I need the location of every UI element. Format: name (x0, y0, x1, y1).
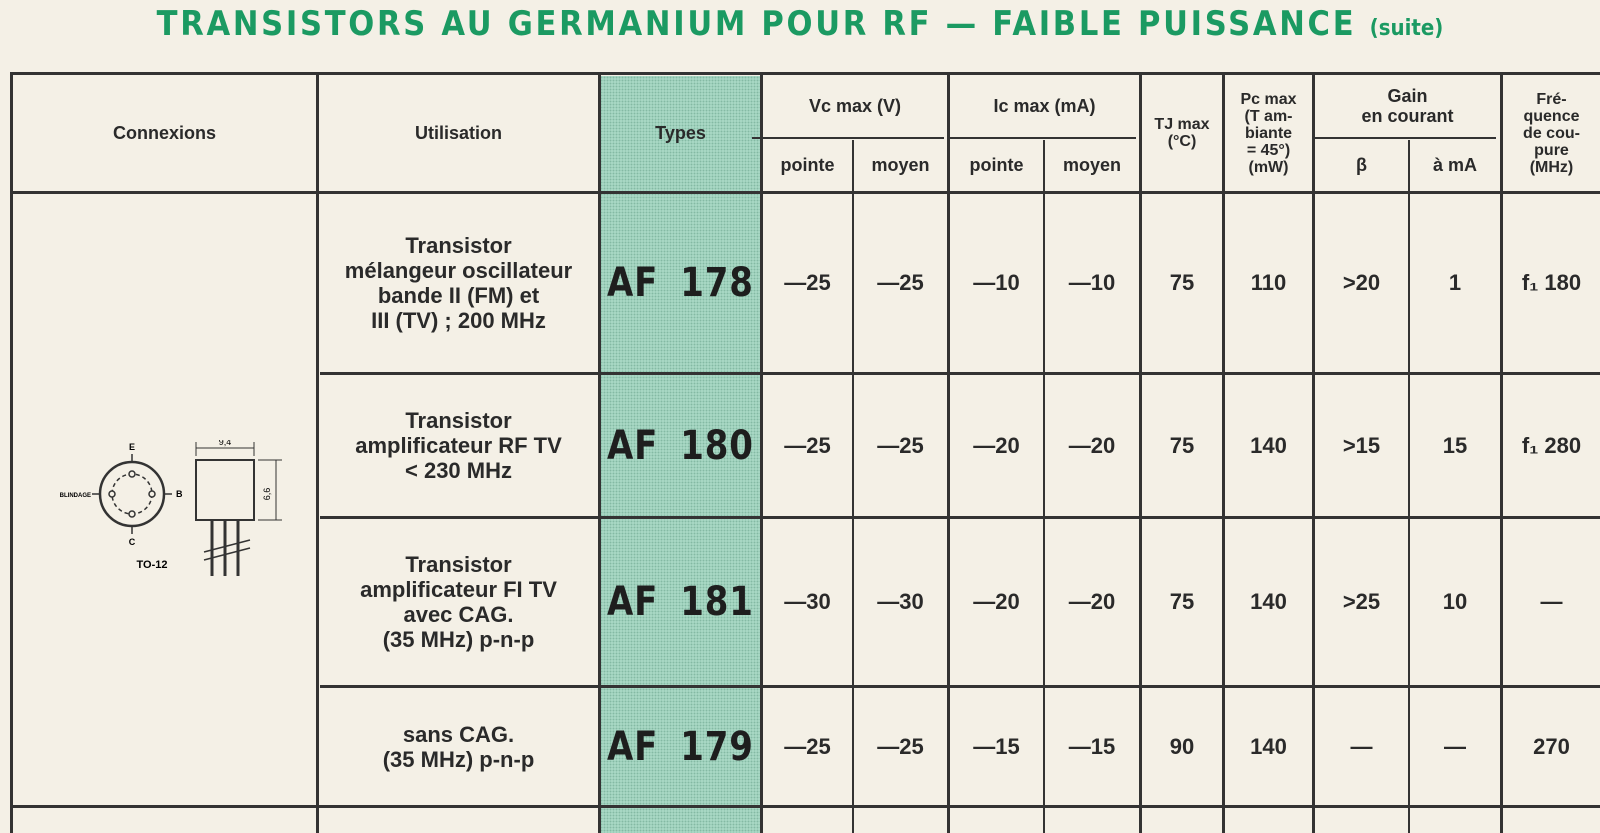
row2-type-num: 180 (680, 422, 754, 469)
row4-type (601, 688, 760, 805)
header-vc-pointe: pointe (780, 155, 835, 175)
row4-type-prefix: AF (607, 723, 659, 770)
row1-util-l1: Transistor (405, 233, 512, 258)
header-freq-l3: de cou- (1523, 124, 1580, 142)
row2-ma: 15 (1442, 432, 1468, 458)
header-tj-unit: (°C) (1167, 133, 1197, 150)
row1-type-num: 178 (680, 260, 754, 306)
row3-freq: — (1540, 589, 1563, 614)
row2-util-l3: < 230 MHz (405, 458, 512, 483)
pin-b (149, 491, 155, 497)
row1-ic-moyen: —10 (1068, 270, 1116, 295)
row4-ma: — (1444, 733, 1466, 759)
header-connexions: Connexions (112, 122, 216, 143)
row3-vc-pointe: —30 (784, 589, 831, 614)
row4-utilisation (319, 688, 598, 805)
row3-ic-moyen: —20 (1068, 589, 1116, 614)
row3-util-l1: Transistor (405, 552, 512, 577)
header-ic: Ic max (mA) (993, 95, 1096, 116)
row3-tj: 75 (1169, 589, 1195, 614)
row2-tj: 75 (1169, 432, 1195, 458)
header-types: Types (655, 122, 706, 143)
header-frequence (1503, 75, 1600, 191)
header-pc-l2: (T am- (1244, 107, 1293, 125)
row3-type (601, 519, 760, 685)
header-freq-l4: pure (1534, 141, 1569, 159)
header-pc-l1: Pc max (1240, 90, 1297, 108)
header-tj (1142, 75, 1222, 191)
label-e: E (128, 442, 136, 452)
row4-vc-pointe: —25 (784, 733, 831, 759)
row4-ic-moyen: —15 (1068, 733, 1116, 759)
pin-e (129, 471, 135, 477)
header-freq-l2: quence (1523, 107, 1580, 125)
row2-ic-pointe: —20 (973, 432, 1020, 458)
header-gain-l2: en courant (1361, 106, 1454, 126)
row1-ic-pointe: —10 (973, 270, 1020, 295)
dim-width: 9,4 (218, 440, 232, 447)
row3-beta: >25 (1342, 589, 1381, 614)
header-beta: β (1356, 155, 1367, 175)
row2-beta: >15 (1342, 432, 1381, 458)
package-body (196, 460, 254, 520)
to12-connection-diagram (44, 440, 294, 600)
row4-tj: 90 (1169, 733, 1195, 759)
row1-util-l2: mélangeur oscillateur (344, 258, 573, 283)
row3-utilisation (319, 519, 598, 685)
row1-beta: >20 (1342, 270, 1381, 295)
row1-pc: 110 (1250, 270, 1287, 295)
header-tj-label: TJ max (1154, 116, 1210, 133)
row3-vc-moyen: —30 (877, 589, 924, 614)
header-freq-l5: (MHz) (1529, 158, 1574, 176)
page-title (80, 4, 1520, 44)
row4-util-l1: sans CAG. (402, 721, 515, 747)
pin-shield (109, 491, 115, 497)
row3-util-l3: avec CAG. (403, 602, 514, 627)
row2-vc-pointe: —25 (784, 432, 831, 458)
row4-pc: 140 (1250, 733, 1287, 759)
row2-ic-moyen: —20 (1068, 432, 1116, 458)
row4-type-num: 179 (680, 723, 754, 770)
label-package: TO-12 (136, 559, 168, 571)
header-a-ma: à mA (1432, 155, 1477, 175)
row1-tj: 75 (1169, 270, 1195, 295)
row4-ic-pointe: —15 (973, 733, 1020, 759)
row3-util-l4: (35 MHz) p-n-p (382, 627, 535, 652)
row1-vc-pointe: —25 (784, 270, 831, 295)
row2-type (601, 375, 760, 516)
row2-vc-moyen: —25 (877, 432, 924, 458)
row2-pc: 140 (1250, 432, 1287, 458)
row1-ma: 1 (1448, 270, 1462, 295)
title-suite: (suite) (1369, 16, 1444, 41)
row3-util-l2: amplificateur FI TV (360, 577, 557, 602)
header-ic-moyen: moyen (1062, 155, 1122, 175)
row3-ma: 10 (1442, 589, 1468, 614)
header-pc-l5: (mW) (1248, 158, 1289, 176)
label-blindage: BLINDAGE (59, 493, 91, 499)
row4-util-l2: (35 MHz) p-n-p (382, 746, 535, 772)
header-vc-moyen: moyen (871, 155, 930, 175)
label-c: C (128, 537, 136, 547)
row4-freq: 270 (1533, 733, 1570, 759)
row2-type-prefix: AF (607, 422, 659, 469)
row2-utilisation (319, 375, 598, 516)
dim-height: 6,6 (262, 487, 272, 501)
row1-util-l3: bande II (FM) et (377, 283, 540, 308)
row1-freq: f₁ 180 (1521, 270, 1582, 295)
row1-util-l4: III (TV) ; 200 MHz (371, 308, 546, 333)
header-gain (1315, 75, 1500, 137)
header-freq-l1: Fré- (1536, 90, 1567, 108)
pin-c (129, 511, 135, 517)
row1-type (601, 194, 760, 372)
row2-util-l2: amplificateur RF TV (355, 433, 562, 458)
row3-pc: 140 (1250, 589, 1287, 614)
header-utilisation: Utilisation (414, 122, 502, 143)
row1-type-prefix: AF (607, 260, 659, 306)
header-gain-l1: Gain (1387, 86, 1428, 106)
row3-ic-pointe: —20 (973, 589, 1020, 614)
header-pc-l4: = 45°) (1246, 141, 1291, 159)
row2-freq: f₁ 280 (1521, 432, 1582, 458)
row4-vc-moyen: —25 (877, 733, 924, 759)
header-pc (1225, 75, 1312, 191)
label-b: B (176, 489, 183, 499)
header-ic-pointe: pointe (969, 155, 1024, 175)
pin-circle-inner (112, 474, 152, 514)
title-main: TRANSISTORS AU GERMANIUM POUR RF — FAIBLE PUISSANCE (156, 4, 1357, 44)
row1-vc-moyen: —25 (877, 270, 924, 295)
row3-type-num: 181 (680, 579, 754, 625)
row4-beta: — (1350, 733, 1373, 759)
header-vc: Vc max (V) (808, 95, 902, 116)
row3-type-prefix: AF (607, 579, 659, 625)
row2-util-l1: Transistor (405, 408, 512, 433)
row1-utilisation (319, 194, 598, 372)
header-pc-l3: biante (1244, 124, 1293, 142)
